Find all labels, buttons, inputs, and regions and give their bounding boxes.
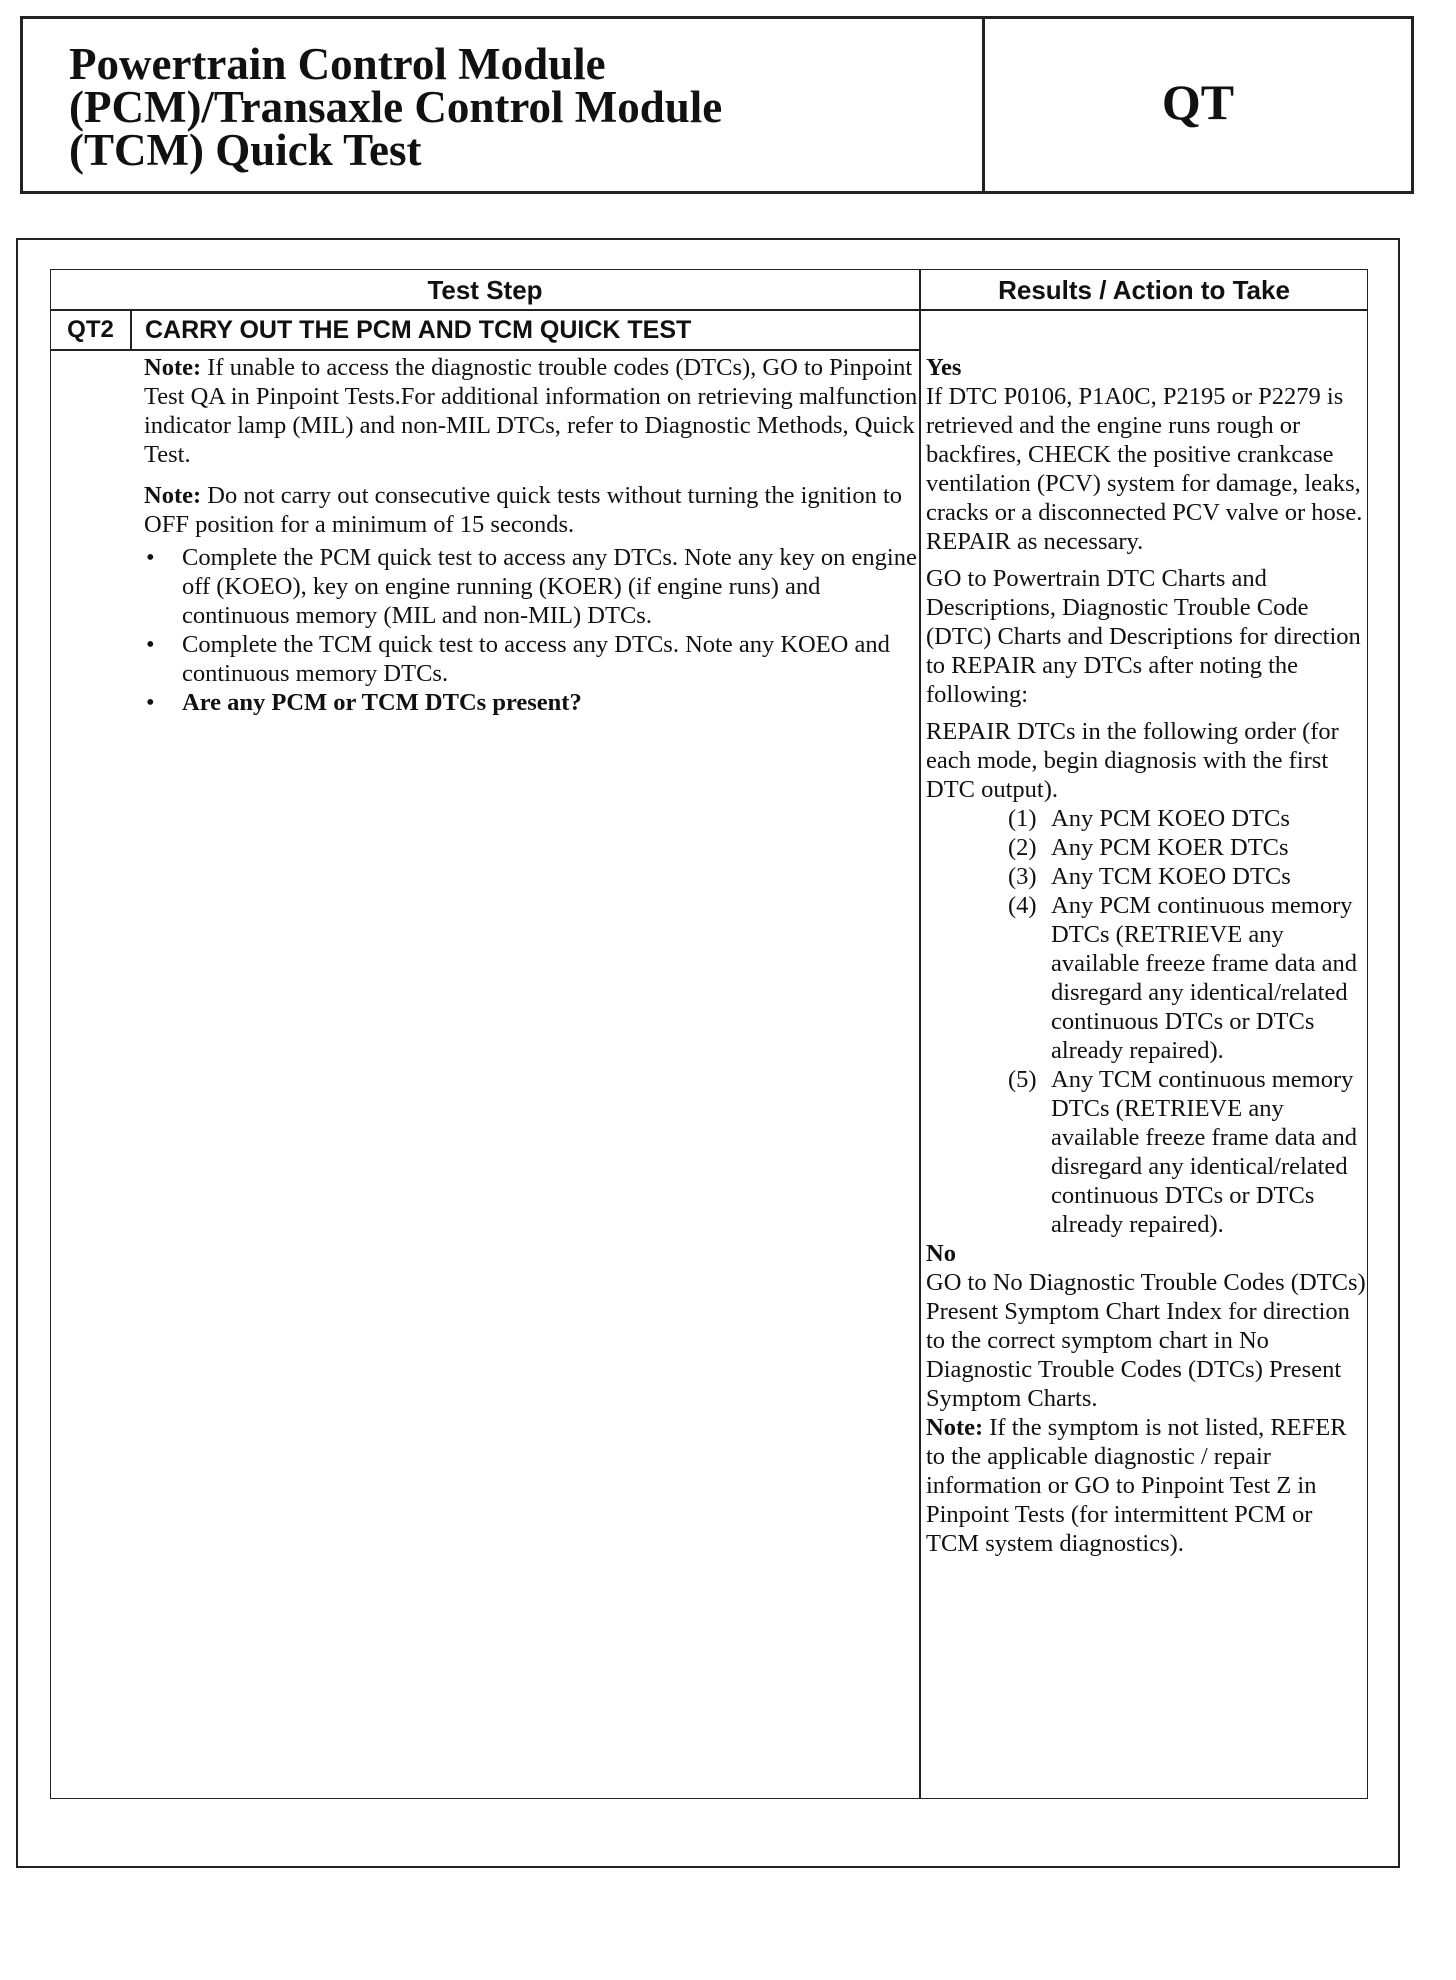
- bullet-icon: •: [146, 631, 155, 658]
- test-step-content: [144, 353, 920, 717]
- no-paragraph: GO to No Diagnostic Trouble Codes (DTCs) Present Symptom Chart Index for direction to the correct symptom chart in No Diagnostic Trouble Codes (DTCs) Present Symptom Charts.: [926, 1269, 1366, 1412]
- note-2-label: Note:: [144, 482, 202, 509]
- no-note: [926, 1413, 1366, 1558]
- page-header: [20, 16, 1414, 194]
- note-2: [144, 481, 920, 539]
- section-code: QT: [1161, 74, 1235, 130]
- yes-paragraph-3: REPAIR DTCs in the following order (for each mode, begin diagnosis with the first DTC output).: [926, 718, 1339, 803]
- title-line-2: (PCM)/Transaxle Control Module: [69, 82, 723, 132]
- list-item: (1) Any PCM KOEO DTCs: [1008, 805, 1290, 832]
- list-item: (5) Any TCM continuous memory DTCs (RETRIEVE any available freeze frame data and disregard any identical/related continuous DTCs or DTCs already repaired).: [1008, 1066, 1358, 1238]
- step-id: QT2: [67, 316, 114, 343]
- yes-paragraph-1: If DTC P0106, P1A0C, P2195 or P2279 is retrieved and the engine runs rough or backfires, CHECK the positive crankcase ventilation (PCV) system for damage, leaks, cracks or a disconnected PCV valve or hose. REPAIR as necessary.: [926, 383, 1363, 555]
- bullet-icon: •: [146, 689, 155, 716]
- note-1-text: If unable to access the diagnostic trouble codes (DTCs), GO to Pinpoint Test QA in Pinpoint Tests.For additional information on retrieving malfunction indicator lamp (MIL) and non-MIL DTCs, refer to Diagnostic Methods, Quick Test.: [144, 354, 918, 468]
- step-bullets: [144, 543, 920, 717]
- bullet-item: [144, 543, 920, 630]
- yes-paragraph-2: GO to Powertrain DTC Charts and Descriptions, Diagnostic Trouble Code (DTC) Charts and Descriptions for direction to REPAIR any DTCs after noting the following:: [926, 565, 1361, 708]
- list-item: (3) Any TCM KOEO DTCs: [1008, 863, 1291, 890]
- bullet-text: Complete the PCM quick test to access any DTCs. Note any key on engine off (KOEO), key on engine running (KOER) (if engine runs) and continuous memory (MIL and non-MIL) DTCs.: [182, 544, 917, 629]
- yes-label: Yes: [926, 354, 962, 381]
- column-header-test-step: Test Step: [427, 275, 543, 305]
- bullet-item: [144, 688, 920, 717]
- no-note-label: Note:: [926, 1414, 984, 1441]
- no-label: No: [926, 1240, 956, 1267]
- results-content: [926, 353, 1366, 1558]
- column-header-results: Results / Action to Take: [998, 275, 1290, 305]
- bullet-item: [144, 630, 920, 688]
- note-1-label: Note:: [144, 354, 202, 381]
- note-2-text: Do not carry out consecutive quick tests without turning the ignition to OFF position for a minimum of 15 seconds.: [144, 482, 902, 538]
- note-1: [144, 353, 920, 469]
- repair-order-list: [926, 804, 1366, 1239]
- list-item: (2) Any PCM KOER DTCs: [1008, 834, 1289, 861]
- title-line-1: Powertrain Control Module: [69, 39, 606, 89]
- list-item: (4) Any PCM continuous memory DTCs (RETRIEVE any available freeze frame data and disregard any identical/related continuous DTCs or DTCs already repaired).: [1008, 892, 1358, 1064]
- title-line-3: (TCM) Quick Test: [69, 125, 422, 175]
- bullet-icon: •: [146, 544, 155, 571]
- bullet-question: Are any PCM or TCM DTCs present?: [182, 689, 582, 716]
- id-cell-divider: [130, 310, 132, 350]
- step-title: CARRY OUT THE PCM AND TCM QUICK TEST: [145, 316, 692, 344]
- page-title: [23, 19, 985, 191]
- bullet-text: Complete the TCM quick test to access any DTCs. Note any KOEO and continuous memory DTCs.: [182, 631, 890, 687]
- no-note-text: If the symptom is not listed, REFER to the applicable diagnostic / repair information or GO to Pinpoint Test Z in Pinpoint Tests (for intermittent PCM or TCM system diagnostics).: [926, 1414, 1347, 1557]
